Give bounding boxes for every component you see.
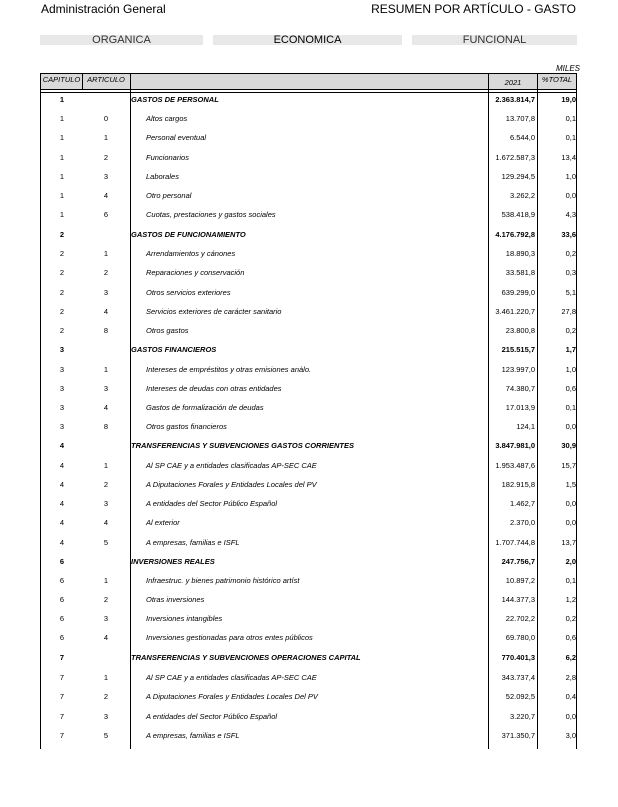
description-cell: Otros servicios exteriores [146,288,231,297]
articulo-cell: 1 [103,133,109,142]
chapter-row [0,556,618,572]
amount-cell: 182.915,8 [501,480,535,489]
percent-cell: 0,0 [565,191,576,200]
percent-cell: 0,1 [565,114,576,123]
percent-cell: 0,4 [565,692,576,701]
percent-cell: 27,8 [561,307,576,316]
table-row [0,113,618,129]
tab-organica[interactable]: ORGANICA [40,35,203,45]
articulo-cell: 0 [103,114,109,123]
amount-cell: 770.401,3 [501,653,535,662]
amount-cell: 10.897,2 [505,576,535,585]
articulo-cell: 3 [103,172,109,181]
capitulo-cell: 4 [59,461,65,470]
amount-cell: 1.672.587,3 [495,153,535,162]
table-row [0,537,618,553]
capitulo-cell: 7 [59,712,65,721]
percent-cell: 0,0 [565,518,576,527]
chapter-row [0,344,618,360]
capitulo-cell: 2 [59,230,65,239]
table-row [0,171,618,187]
capitulo-cell: 1 [59,114,65,123]
percent-cell: 4,3 [565,210,576,219]
description-cell: Otro personal [146,191,192,200]
table-row [0,267,618,283]
percent-cell: 5,1 [565,288,576,297]
capitulo-cell: 4 [59,499,65,508]
description-cell: Intereses de empréstitos y otras emisiones anàlo. [146,365,312,374]
percent-cell: 6,2 [565,653,576,662]
amount-cell: 69.780,0 [505,633,535,642]
capitulo-cell: 4 [59,518,65,527]
percent-cell: 0,2 [565,326,576,335]
description-cell: Laborales [146,172,179,181]
capitulo-cell: 2 [59,307,65,316]
description-cell: Servicios exteriores de carácter sanitario [146,307,282,316]
capitulo-cell: 6 [59,633,65,642]
capitulo-cell: 1 [59,172,65,181]
table-row [0,152,618,168]
capitulo-cell: 2 [59,288,65,297]
amount-cell: 124,1 [516,422,535,431]
amount-cell: 129.294,5 [501,172,535,181]
description-cell: A entidades del Sector Público Español [146,499,278,508]
percent-cell: 15,7 [561,461,576,470]
capitulo-cell: 7 [59,653,65,662]
articulo-cell: 5 [103,538,109,547]
percent-cell: 1,2 [565,595,576,604]
description-cell: GASTOS DE FUNCIONAMIENTO [131,230,246,239]
table-row [0,190,618,206]
tab-funcional[interactable]: FUNCIONAL [412,35,577,45]
percent-cell: 0,6 [565,633,576,642]
description-cell: Inversiones gestionadas para otros entes públicos [146,633,313,642]
description-cell: Funcionarios [146,153,189,162]
amount-cell: 1.462,7 [509,499,535,508]
articulo-cell: 5 [103,731,109,740]
percent-cell: 19,0 [561,95,576,104]
percent-cell: 0,1 [565,133,576,142]
percent-cell: 2,8 [565,673,576,682]
amount-cell: 3.262,2 [509,191,535,200]
amount-cell: 13.707,8 [505,114,535,123]
chapter-row [0,229,618,245]
table-row [0,594,618,610]
articulo-cell: 4 [103,307,109,316]
description-cell: A entidades del Sector Público Español [146,712,278,721]
amount-cell: 3.220,7 [509,712,535,721]
percent-cell: 0,0 [565,712,576,721]
table-row [0,575,618,591]
amount-cell: 639.299,0 [501,288,535,297]
table-row [0,421,618,437]
percent-cell: 0,3 [565,268,576,277]
capitulo-cell: 6 [59,557,65,566]
description-cell: Reparaciones y conservación [146,268,245,277]
articulo-cell: 3 [103,712,109,721]
capitulo-cell: 2 [59,268,65,277]
articulo-cell: 6 [103,210,109,219]
capitulo-cell: 3 [59,403,65,412]
capitulo-cell: 7 [59,673,65,682]
description-cell: Otras inversiones [146,595,205,604]
percent-cell: 30,9 [561,441,576,450]
description-cell: GASTOS FINANCIEROS [131,345,217,354]
percent-cell: 1,0 [565,172,576,181]
amount-cell: 52.092,5 [505,692,535,701]
capitulo-cell: 1 [59,95,65,104]
table-row [0,672,618,688]
chapter-row [0,440,618,456]
amount-cell: 2.363.814,7 [495,95,535,104]
column-divider-1 [82,73,83,90]
table-row [0,517,618,533]
capitulo-cell: 6 [59,614,65,623]
column-header-pct: %TOTAL [541,75,573,84]
header-separator [40,92,577,93]
description-cell: Otros gastos [146,326,189,335]
percent-cell: 0,2 [565,249,576,258]
report-title: RESUMEN POR ARTÍCULO - GASTO [371,2,576,16]
description-cell: A empresas, familias e ISFL [146,538,240,547]
articulo-cell: 2 [103,153,109,162]
capitulo-cell: 6 [59,576,65,585]
description-cell: Cuotas, prestaciones y gastos sociales [146,210,276,219]
amount-cell: 17.013,9 [505,403,535,412]
table-row [0,132,618,148]
capitulo-cell: 3 [59,365,65,374]
articulo-cell: 4 [103,518,109,527]
percent-cell: 1,0 [565,365,576,374]
description-cell: Gastos de formalización de deudas [146,403,264,412]
description-cell: Al SP CAE y a entidades clasificadas AP-SEC CAE [146,673,317,682]
articulo-cell: 3 [103,499,109,508]
table-row [0,364,618,380]
capitulo-cell: 4 [59,538,65,547]
percent-cell: 0,0 [565,422,576,431]
description-cell: TRANSFERENCIAS Y SUBVENCIONES GASTOS CORRIENTES [131,441,354,450]
amount-cell: 343.737,4 [501,673,535,682]
chapter-row [0,94,618,110]
articulo-cell: 4 [103,633,109,642]
table-row [0,383,618,399]
description-cell: Infraestruc. y bienes patrimonio histórico artíst [146,576,300,585]
table-row [0,498,618,514]
amount-cell: 74.380,7 [505,384,535,393]
table-row [0,460,618,476]
table-row [0,691,618,707]
description-cell: GASTOS DE PERSONAL [131,95,219,104]
percent-cell: 1,7 [565,345,576,354]
description-cell: Otros gastos financieros [146,422,227,431]
capitulo-cell: 7 [59,692,65,701]
description-cell: A Diputaciones Forales y Entidades Locales del PV [146,480,317,489]
amount-cell: 4.176.792,8 [495,230,535,239]
table-row [0,479,618,495]
percent-cell: 3,0 [565,731,576,740]
percent-cell: 13,7 [561,538,576,547]
description-cell: Altos cargos [146,114,188,123]
percent-cell: 33,6 [561,230,576,239]
table-row [0,248,618,264]
description-cell: Arrendamientos y cánones [146,249,236,258]
table-row [0,632,618,648]
articulo-cell: 3 [103,614,109,623]
percent-cell: 0,0 [565,499,576,508]
amount-cell: 123.997,0 [501,365,535,374]
amount-cell: 215.515,7 [501,345,535,354]
capitulo-cell: 1 [59,191,65,200]
capitulo-cell: 4 [59,441,65,450]
articulo-cell: 8 [103,326,109,335]
amount-cell: 1.707.744,8 [495,538,535,547]
percent-cell: 0,1 [565,576,576,585]
amount-cell: 6.544,0 [509,133,535,142]
capitulo-cell: 3 [59,422,65,431]
articulo-cell: 1 [103,673,109,682]
tab-economica[interactable]: ECONOMICA [213,35,402,45]
units-label: MILES [556,64,581,73]
chapter-row [0,652,618,668]
amount-cell: 23.800,8 [505,326,535,335]
description-cell: A empresas, familias e ISFL [146,731,240,740]
articulo-cell: 3 [103,384,109,393]
percent-cell: 0,2 [565,614,576,623]
articulo-cell: 2 [103,595,109,604]
capitulo-cell: 4 [59,480,65,489]
description-cell: A Diputaciones Forales y Entidades Locales Del PV [146,692,318,701]
articulo-cell: 1 [103,461,109,470]
articulo-cell: 2 [103,692,109,701]
articulo-cell: 1 [103,249,109,258]
articulo-cell: 4 [103,403,109,412]
capitulo-cell: 1 [59,210,65,219]
description-cell: Inversiones intangibles [146,614,223,623]
table-row [0,402,618,418]
description-cell: TRANSFERENCIAS Y SUBVENCIONES OPERACIONES CAPITAL [131,653,361,662]
table-row [0,306,618,322]
articulo-cell: 3 [103,288,109,297]
description-cell: INVERSIONES REALES [131,557,215,566]
administration-title: Administración General [41,2,166,16]
table-row [0,325,618,341]
column-header-articulo: ARTICULO [87,75,125,84]
capitulo-cell: 7 [59,731,65,740]
column-header-capitulo: CAPITULO [42,75,81,84]
amount-cell: 33.581,8 [505,268,535,277]
table-row [0,209,618,225]
capitulo-cell: 1 [59,133,65,142]
amount-cell: 3.847.981,0 [495,441,535,450]
percent-cell: 0,6 [565,384,576,393]
percent-cell: 13,4 [561,153,576,162]
articulo-cell: 1 [103,576,109,585]
description-cell: Intereses de deudas con otras entidades [146,384,282,393]
articulo-cell: 2 [103,268,109,277]
description-cell: Al SP CAE y a entidades clasificadas AP-SEC CAE [146,461,317,470]
articulo-cell: 4 [103,191,109,200]
amount-cell: 538.418,9 [501,210,535,219]
articulo-cell: 1 [103,365,109,374]
capitulo-cell: 2 [59,326,65,335]
percent-cell: 0,1 [565,403,576,412]
articulo-cell: 8 [103,422,109,431]
capitulo-cell: 3 [59,384,65,393]
table-row [0,613,618,629]
articulo-cell: 2 [103,480,109,489]
capitulo-cell: 1 [59,153,65,162]
percent-cell: 1,5 [565,480,576,489]
description-cell: Personal eventual [146,133,207,142]
capitulo-cell: 2 [59,249,65,258]
column-header-year: 2021 [504,78,522,87]
amount-cell: 18.890,3 [505,249,535,258]
table-row [0,287,618,303]
capitulo-cell: 6 [59,595,65,604]
percent-cell: 2,0 [565,557,576,566]
amount-cell: 144.377,3 [501,595,535,604]
amount-cell: 3.461.220,7 [495,307,535,316]
description-cell: Al exterior [146,518,180,527]
amount-cell: 1.953.487,6 [495,461,535,470]
amount-cell: 247.756,7 [501,557,535,566]
capitulo-cell: 3 [59,345,65,354]
amount-cell: 2.370,0 [509,518,535,527]
table-row [0,711,618,727]
amount-cell: 371.350,7 [501,731,535,740]
table-row [0,730,618,746]
amount-cell: 22.702,2 [505,614,535,623]
